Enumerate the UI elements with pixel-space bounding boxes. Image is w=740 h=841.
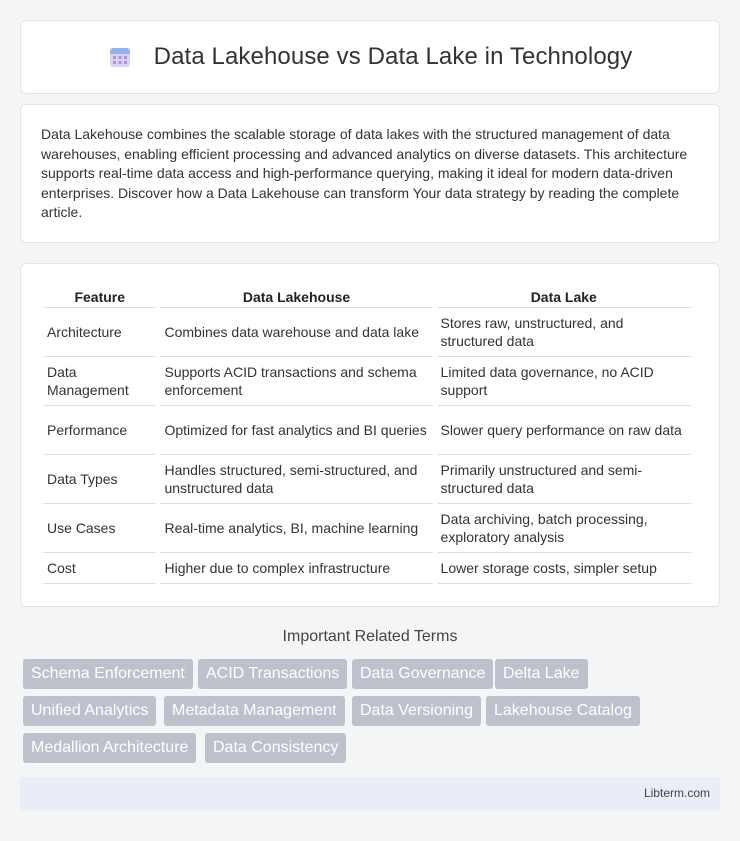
table-header-row xyxy=(43,284,691,308)
tag-data-governance[interactable]: Data Governance xyxy=(352,659,493,689)
table-row xyxy=(43,455,691,504)
tag-schema-enforcement[interactable]: Schema Enforcement xyxy=(23,659,193,689)
tag-unified-analytics[interactable]: Unified Analytics xyxy=(23,696,156,726)
table-row xyxy=(43,553,691,584)
lakehouse-cell: Higher due to complex infrastructure xyxy=(160,553,432,584)
intro-card xyxy=(20,104,720,243)
header-data-lakehouse: Data Lakehouse xyxy=(160,284,432,308)
table-row xyxy=(43,308,691,357)
intro-paragraph: Data Lakehouse combines the scalable storage of data lakes with the structured management of data warehouses, enabling efficient processing and advanced analytics on diverse datasets. This architecture supports real-time data access and high-performance querying, making it ideal for modern data-driven enterprises. Discover how a Data Lakehouse can transform Your data strategy by reading the complete article. xyxy=(41,126,688,221)
feature-cell: Data Types xyxy=(43,455,156,504)
table-row xyxy=(43,357,691,406)
lakehouse-cell: Real-time analytics, BI, machine learning xyxy=(160,504,432,553)
calendar-grid-icon xyxy=(108,45,132,69)
tag-delta-lake[interactable]: Delta Lake xyxy=(495,659,588,689)
tag-lakehouse-catalog[interactable]: Lakehouse Catalog xyxy=(486,696,640,726)
header-feature: Feature xyxy=(43,284,156,308)
page-title: Data Lakehouse vs Data Lake in Technology xyxy=(153,43,633,70)
footer-site-link[interactable]: Libterm.com xyxy=(643,786,710,800)
header-data-lake: Data Lake xyxy=(437,284,691,308)
tag-data-versioning[interactable]: Data Versioning xyxy=(352,696,481,726)
feature-cell: Use Cases xyxy=(43,504,156,553)
lakehouse-cell: Supports ACID transactions and schema enforcement xyxy=(160,357,432,406)
tag-acid-transactions[interactable]: ACID Transactions xyxy=(198,659,347,689)
lake-cell: Slower query performance on raw data xyxy=(437,406,691,455)
lakehouse-cell: Optimized for fast analytics and BI queries xyxy=(160,406,432,455)
tag-medallion-architecture[interactable]: Medallion Architecture xyxy=(23,733,196,763)
lakehouse-cell: Handles structured, semi-structured, and unstructured data xyxy=(160,455,432,504)
feature-cell: Performance xyxy=(43,406,156,455)
tag-data-consistency[interactable]: Data Consistency xyxy=(205,733,346,763)
lake-cell: Data archiving, batch processing, exploratory analysis xyxy=(437,504,691,553)
comparison-table xyxy=(39,284,695,584)
table-row xyxy=(43,504,691,553)
tag-metadata-management[interactable]: Metadata Management xyxy=(164,696,345,726)
feature-cell: Data Management xyxy=(43,357,156,406)
lake-cell: Stores raw, unstructured, and structured data xyxy=(437,308,691,357)
lake-cell: Lower storage costs, simpler setup xyxy=(437,553,691,584)
header-card xyxy=(20,20,720,94)
feature-cell: Cost xyxy=(43,553,156,584)
lakehouse-cell: Combines data warehouse and data lake xyxy=(160,308,432,357)
lake-cell: Limited data governance, no ACID support xyxy=(437,357,691,406)
comparison-card xyxy=(20,263,720,607)
footer xyxy=(20,777,720,810)
feature-cell: Architecture xyxy=(43,308,156,357)
related-terms-title: Important Related Terms xyxy=(282,628,458,645)
table-row xyxy=(43,406,691,455)
lake-cell: Primarily unstructured and semi-structured data xyxy=(437,455,691,504)
